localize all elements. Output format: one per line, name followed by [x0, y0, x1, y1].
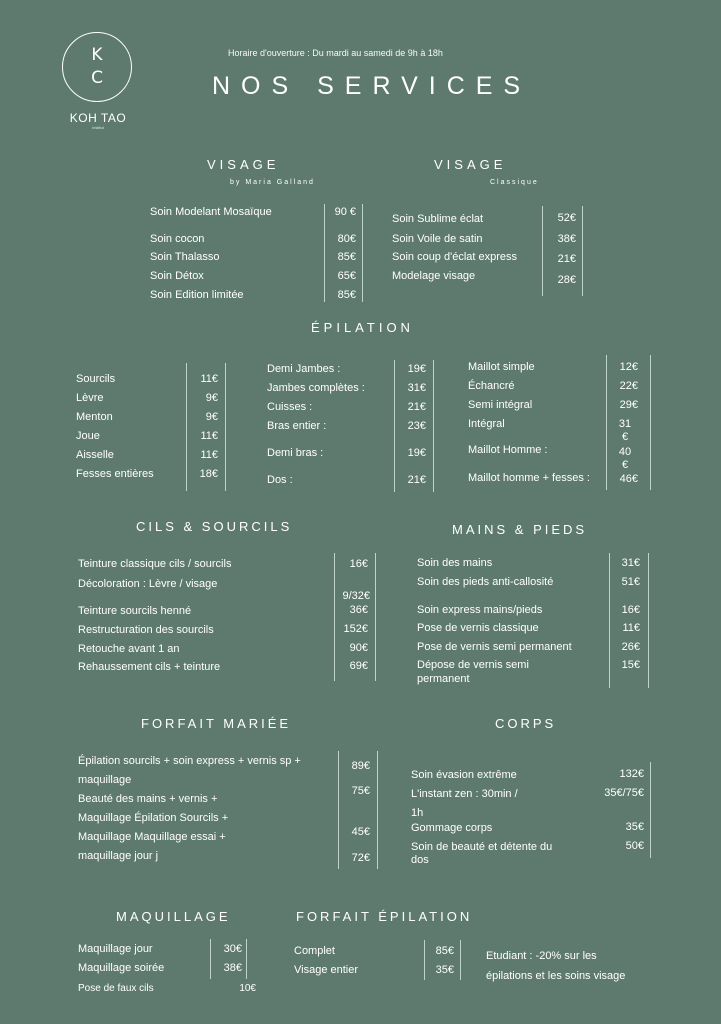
package-line: maquillage	[78, 774, 132, 786]
service-name: Échancré	[468, 380, 515, 392]
divider	[324, 204, 325, 302]
service-name: Maillot Homme :	[468, 444, 548, 456]
service-name: Gommage corps	[411, 822, 493, 834]
divider	[542, 206, 543, 296]
divider	[377, 751, 378, 869]
section-title-forfait-epilation: FORFAIT ÉPILATION	[296, 909, 473, 924]
service-name: Pose de faux cils	[78, 983, 154, 994]
section-title-maquillage: MAQUILLAGE	[116, 909, 231, 924]
service-price: 12€	[619, 361, 638, 373]
service-name: Modelage visage	[392, 270, 476, 282]
service-price: 85€	[435, 945, 454, 957]
service-price: 50€	[625, 840, 644, 852]
service-name: Restructuration des sourcils	[78, 624, 214, 636]
section-subtitle-visage-2: Classique	[490, 179, 539, 186]
service-name: Jambes complètes :	[267, 382, 365, 394]
service-price: 28€	[557, 274, 576, 286]
service-price: 9€	[205, 392, 218, 404]
service-price: 132€	[619, 768, 644, 780]
service-name: Joue	[76, 430, 100, 442]
service-name: Teinture classique cils / sourcils	[78, 558, 232, 570]
service-price: 36€	[349, 604, 368, 616]
page-title: NOS SERVICES	[212, 72, 532, 100]
section-title-cils: CILS & SOURCILS	[136, 519, 293, 534]
service-price: 52€	[557, 212, 576, 224]
service-name: Maillot homme + fesses :	[468, 472, 590, 484]
service-name: Cuisses :	[267, 401, 313, 413]
service-name: Rehaussement cils + teinture	[78, 661, 221, 673]
service-name: Demi bras :	[267, 447, 324, 459]
service-name: Pose de vernis semi permanent	[417, 641, 572, 653]
service-price: 46€	[619, 473, 638, 485]
service-price: 35€	[625, 821, 644, 833]
divider	[460, 940, 461, 980]
service-price: 15€	[621, 659, 640, 671]
package-price: 89€	[351, 760, 370, 772]
service-name: Pose de vernis classique	[417, 622, 539, 634]
service-price: 35€	[435, 964, 454, 976]
divider	[648, 553, 649, 688]
service-name: Soin Voile de satin	[392, 233, 483, 245]
divider	[334, 553, 335, 681]
service-price: 21€	[557, 253, 576, 265]
divider	[609, 553, 610, 688]
logo	[62, 32, 132, 102]
service-name: Soin Détox	[150, 270, 204, 282]
service-price: 19€	[407, 447, 426, 459]
student-discount-note: épilations et les soins visage	[486, 970, 626, 982]
package-line: Beauté des mains + vernis +	[78, 793, 218, 805]
service-price: 21€	[407, 474, 426, 486]
service-name: Dos :	[267, 474, 293, 486]
service-price: 38€	[223, 962, 242, 974]
divider	[210, 939, 211, 979]
service-price: 69€	[349, 660, 368, 672]
service-price: 38€	[557, 233, 576, 245]
divider	[433, 360, 434, 492]
service-name: Soin Edition limitée	[150, 289, 244, 301]
divider	[606, 355, 607, 490]
section-title-visage-2: VISAGE	[434, 157, 507, 172]
service-price: 10€	[239, 983, 256, 994]
section-title-epilation: ÉPILATION	[311, 320, 414, 335]
brand-name: KOH TAO	[69, 111, 127, 125]
service-price: 31 €	[618, 418, 632, 443]
service-name: Soin coup d'éclat express	[392, 251, 518, 263]
service-price: 29€	[619, 399, 638, 411]
package-line: Maquillage Épilation Sourcils +	[78, 812, 229, 824]
service-name: Maquillage jour	[78, 943, 153, 955]
service-name: Soin des mains	[417, 557, 493, 569]
section-subtitle-visage-1: by Maria Galland	[230, 179, 315, 186]
divider	[338, 751, 339, 869]
service-price: 11€	[200, 449, 218, 461]
service-name: Teinture sourcils henné	[78, 605, 192, 617]
service-price: 51€	[621, 576, 640, 588]
service-price: 65€	[337, 270, 356, 282]
service-name: Semi intégral	[468, 399, 533, 411]
service-price: 22€	[619, 380, 638, 392]
service-name: Maquillage soirée	[78, 962, 165, 974]
section-title-mariee: FORFAIT MARIÉE	[141, 716, 292, 731]
divider	[394, 360, 395, 492]
service-price: 26€	[621, 641, 640, 653]
service-name: Aisselle	[76, 449, 114, 461]
service-name: Soin de beauté et détente du	[411, 841, 553, 853]
service-name: permanent	[417, 673, 470, 685]
opening-hours: Horaire d'ouverture : Du mardi au samedi de 9h à 18h	[228, 48, 443, 58]
service-name: Soin cocon	[150, 233, 205, 245]
service-name: Visage entier	[294, 964, 359, 976]
package-line: maquillage jour j	[78, 850, 159, 862]
service-name: Complet	[294, 945, 335, 957]
service-price: 23€	[407, 420, 426, 432]
service-name: Soin Modelant Mosaïque	[150, 206, 272, 218]
service-name: Lèvre	[76, 392, 104, 404]
service-price: 85€	[337, 289, 356, 301]
divider	[424, 940, 425, 980]
service-price: 35€/75€	[604, 787, 644, 799]
service-name: Décoloration : Lèvre / visage	[78, 578, 218, 590]
service-price: 9€	[205, 411, 218, 423]
service-name: Bras entier :	[267, 420, 327, 432]
divider	[246, 939, 247, 979]
service-price: 16€	[621, 604, 640, 616]
package-price: 45€	[351, 826, 370, 838]
brand-subtitle: institut	[92, 125, 104, 130]
service-name: Sourcils	[76, 373, 116, 385]
service-name: Soin Thalasso	[150, 251, 220, 263]
service-name: Menton	[76, 411, 113, 423]
package-price: 75€	[351, 785, 370, 797]
service-price: 21€	[407, 401, 426, 413]
logo-letter-k: K	[91, 45, 103, 65]
service-name: 1h	[411, 807, 424, 819]
service-name: Retouche avant 1 an	[78, 643, 180, 655]
section-title-visage-1: VISAGE	[207, 157, 280, 172]
service-name: Intégral	[468, 418, 505, 430]
service-name: Demi Jambes :	[267, 363, 341, 375]
divider	[375, 553, 376, 681]
student-discount-note: Etudiant : -20% sur les	[486, 950, 597, 962]
service-price: 19€	[407, 363, 426, 375]
service-name: Fesses entières	[76, 468, 154, 480]
service-price: 31€	[407, 382, 426, 394]
divider	[650, 355, 651, 490]
package-line: Épilation sourcils + soin express + vernis sp +	[78, 755, 301, 767]
service-price: 85€	[337, 251, 356, 263]
section-title-corps: CORPS	[495, 716, 557, 731]
service-price: 11€	[622, 622, 640, 634]
service-name: Soin Sublime éclat	[392, 213, 484, 225]
service-name: Maillot simple	[468, 361, 535, 373]
service-name: Soin express mains/pieds	[417, 604, 543, 616]
service-price: 30€	[223, 943, 242, 955]
service-price: 11€	[200, 373, 218, 385]
service-price: 90€	[349, 642, 368, 654]
service-name: dos	[411, 854, 429, 866]
service-price: 80€	[337, 233, 356, 245]
package-price: 72€	[351, 852, 370, 864]
package-line: Maquillage Maquillage essai +	[78, 831, 226, 843]
service-price: 152€	[343, 623, 368, 635]
service-price: 18€	[199, 468, 218, 480]
divider	[186, 363, 187, 491]
section-title-mains: MAINS & PIEDS	[452, 522, 588, 537]
divider	[362, 204, 363, 302]
service-name: Soin évasion extrême	[411, 769, 517, 781]
service-price: 90 €	[334, 206, 356, 218]
service-price: 11€	[200, 430, 218, 442]
service-name: Dépose de vernis semi	[417, 659, 529, 671]
service-name: Soin des pieds anti-callosité	[417, 576, 554, 588]
logo-letter-c: C	[91, 68, 103, 88]
divider	[582, 206, 583, 296]
service-price: 31€	[621, 557, 640, 569]
service-name: L'instant zen : 30min /	[411, 788, 518, 800]
service-price: 40 €	[618, 446, 632, 471]
divider	[225, 363, 226, 491]
service-price: 9/32€	[342, 590, 370, 602]
service-price: 16€	[349, 558, 368, 570]
divider	[650, 762, 651, 858]
